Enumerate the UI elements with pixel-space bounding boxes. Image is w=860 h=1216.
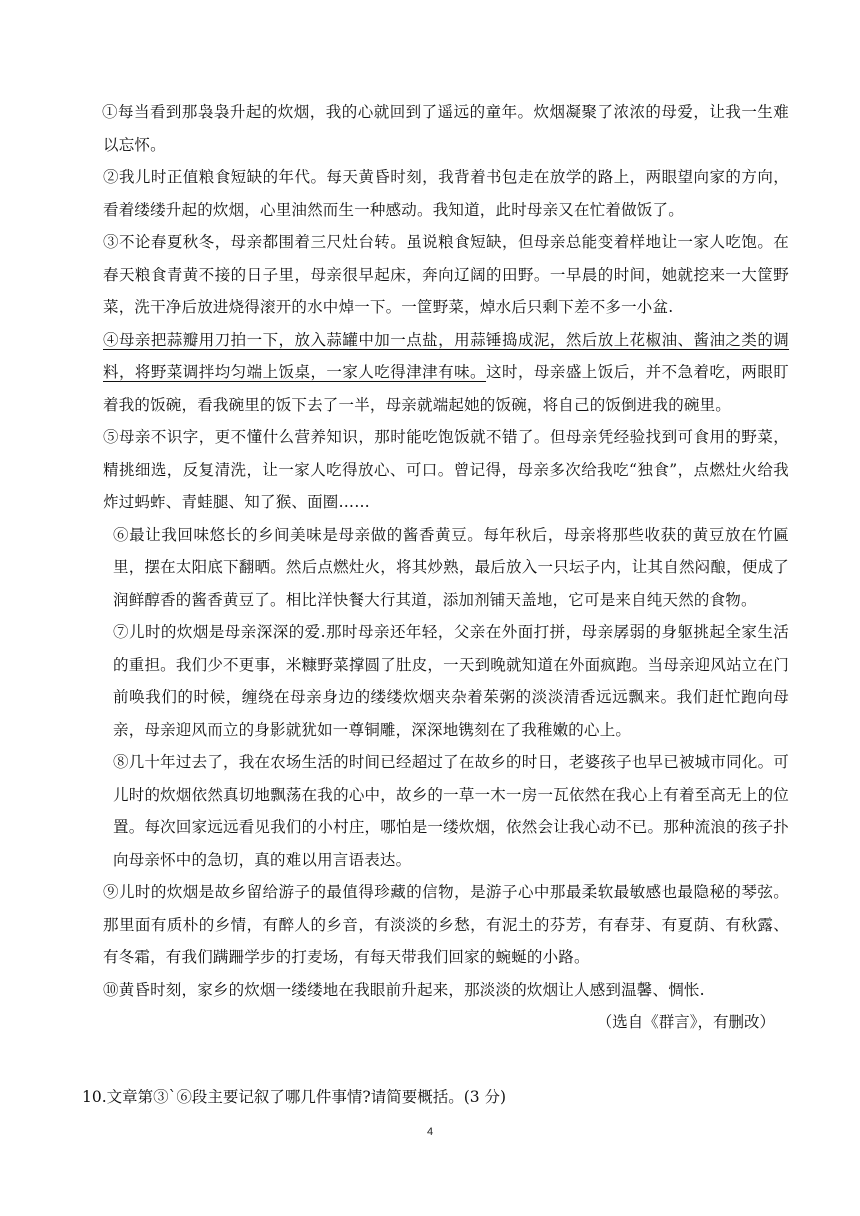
paragraph-1: ①每当看到那袅袅升起的炊烟，我的心就回到了遥远的童年。炊烟凝聚了浓浓的母爱，让我一生难以忘怀。 xyxy=(102,103,789,154)
source-attribution: （选自《群言》，有删改） xyxy=(596,1013,775,1031)
paragraph-5: ⑤母亲不识字，更不懂什么营养知识，那时能吃饱饭就不错了。但母亲凭经验找到可食用的野菜，精挑细选，反复清洗，让一家人吃得放心、可口。曾记得，母亲多次给我吃“独食”，点燃灶火给我炸过蚂蚱、青蛙腿、知了猴、面圈…… xyxy=(103,428,789,511)
paragraph-4-rest: 这时，母亲盛上饭后，并不急着吃，两眼盯着我的饭碗，看我碗里的饭下去了一半，母亲就端起她的饭碗，将自己的饭倒进我的碗里。 xyxy=(103,363,789,414)
page-number: 4 xyxy=(426,1126,434,1138)
underlined-sentence: ④母亲把蒜瓣用刀拍一下，放入蒜罐中加一点盐，用蒜锤捣成泥，然后放上花椒油、酱油之类的调料，将野菜调拌均匀端上饭桌，一家人吃得津津有味。 xyxy=(103,330,789,381)
paragraph-6: ⑥最让我回味悠长的乡间美味是母亲做的酱香黄豆。每年秋后，母亲将那些收获的黄豆放在竹匾里，摆在太阳底下翻晒。然后点燃灶火，将其炒熟，最后放入一只坛子内，让其自然闷酿，便成了润鲜醇香的酱香黄豆了。相比洋快餐大行其道，添加剂铺天盖地，它可是来自纯天然的食物。 xyxy=(113,525,789,609)
article-body xyxy=(103,96,789,1039)
paragraph-4 xyxy=(103,324,789,422)
paragraph-10: ⑩黄昏时刻，家乡的炊烟一缕缕地在我眼前升起来，那淡淡的炊烟让人感到温馨、惆怅. xyxy=(103,980,705,999)
paragraph-2: ②我儿时正值粮食短缺的年代。每天黄昏时刻，我背着书包走在放学的路上，两眼望向家的方向，看着缕缕升起的炊烟，心里油然而生一种感动。我知道，此时母亲又在忙着做饭了。 xyxy=(103,168,789,219)
paragraph-3: ③不论春夏秋冬，母亲都围着三尺灶台转。虽说粮食短缺，但母亲总能变着样地让一家人吃饱。在春天粮食青黄不接的日子里，母亲很早起床，奔向辽阔的田野。一早晨的时间，她就挖来一大筐野菜，洗干净后放进烧得滚开的水中焯一下。一筐野菜，焯水后只剩下差不多一小盆. xyxy=(103,233,789,316)
paragraph-8: ⑧几十年过去了，我在农场生活的时间已经超过了在故乡的时日，老婆孩子也早已被城市同化。可儿时的炊烟依然真切地飘荡在我的心中，故乡的一草一木一房一瓦依然在我心上有着至高无上的位置。每次回家远远看见我们的小村庄，哪怕是一缕炊烟，依然会让我心动不已。那种流浪的孩子扑向母亲怀中的急切，真的难以用言语表达。 xyxy=(113,753,789,869)
question-10: 10.文章第③`⑥段主要记叙了哪几件事情?请简要概括。(3 分) xyxy=(82,1088,507,1106)
paragraph-7: ⑦儿时的炊烟是母亲深深的爱.那时母亲还年轻，父亲在外面打拼，母亲孱弱的身躯挑起全家生活的重担。我们少不更事，米糠野菜撑圆了肚皮，一天到晚就知道在外面疯跑。当母亲迎风站立在门前唤我们的时候，缠绕在母亲身边的缕缕炊烟夹杂着茱粥的淡淡清香远远飘来。我们赶忙跑向母亲，母亲迎风而立的身影就犹如一尊铜雕，深深地镌刻在了我稚嫩的心上。 xyxy=(113,623,789,739)
paragraph-9: ⑨儿时的炊烟是故乡留给游子的最值得珍藏的信物，是游子心中那最柔软最敏感也最隐秘的琴弦。那里面有质朴的乡情，有醉人的乡音，有淡淡的乡愁，有泥土的芬芳，有春芽、有夏荫、有秋露、有冬霜，有我们蹒跚学步的打麦场，有每天带我们回家的蜿蜒的小路。 xyxy=(103,883,789,966)
